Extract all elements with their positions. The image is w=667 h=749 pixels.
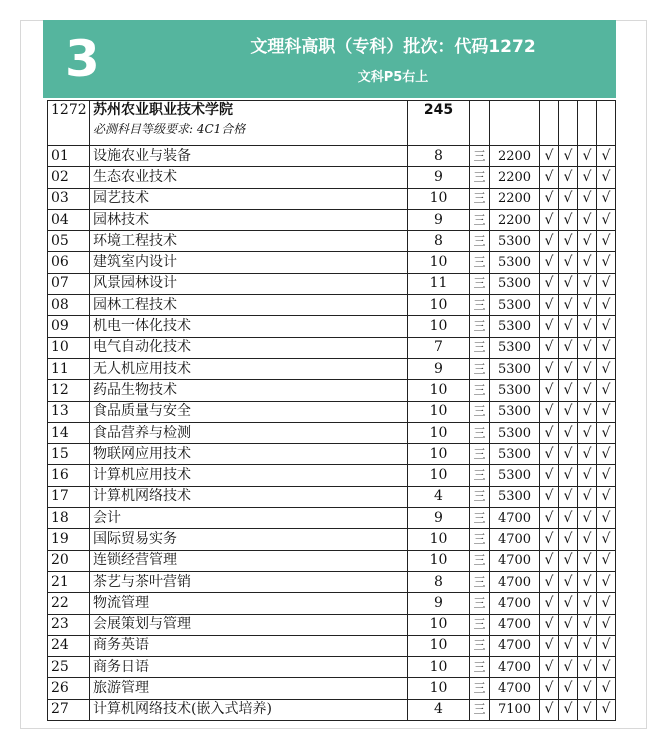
check-mark-3: √ [578, 231, 597, 252]
check-mark-3: √ [578, 593, 597, 614]
check-mark-4: √ [597, 380, 616, 401]
major-name: 国际贸易实务 [90, 529, 408, 550]
check-mark-1: √ [540, 380, 559, 401]
check-mark-1: √ [540, 699, 559, 720]
check-mark-1: √ [540, 295, 559, 316]
check-mark-1: √ [540, 188, 559, 209]
major-plan: 9 [408, 209, 470, 230]
major-name: 药品生物技术 [90, 380, 408, 401]
table-row [48, 699, 616, 720]
major-code: 13 [48, 401, 90, 422]
check-mark-1: √ [540, 273, 559, 294]
study-years: 三 [470, 657, 490, 678]
major-name: 旅游管理 [90, 678, 408, 699]
tuition-fee: 5300 [490, 231, 540, 252]
major-plan: 10 [408, 444, 470, 465]
check-mark-3: √ [578, 635, 597, 656]
tuition-fee: 5300 [490, 295, 540, 316]
table-row [48, 316, 616, 337]
check-mark-4: √ [597, 231, 616, 252]
major-code: 02 [48, 167, 90, 188]
check-mark-4: √ [597, 188, 616, 209]
study-years: 三 [470, 231, 490, 252]
major-name: 计算机网络技术 [90, 486, 408, 507]
check-mark-1: √ [540, 337, 559, 358]
tuition-fee: 2200 [490, 146, 540, 167]
check-mark-3: √ [578, 422, 597, 443]
major-code: 17 [48, 486, 90, 507]
tuition-fee: 7100 [490, 699, 540, 720]
major-plan: 10 [408, 657, 470, 678]
tuition-fee: 2200 [490, 188, 540, 209]
tuition-fee: 4700 [490, 657, 540, 678]
table-row [48, 422, 616, 443]
major-code: 24 [48, 635, 90, 656]
major-name: 建筑室内设计 [90, 252, 408, 273]
major-name: 电气自动化技术 [90, 337, 408, 358]
study-years: 三 [470, 295, 490, 316]
major-code: 01 [48, 146, 90, 167]
check-mark-2: √ [559, 486, 578, 507]
check-mark-4: √ [597, 529, 616, 550]
check-mark-2: √ [559, 273, 578, 294]
major-code: 09 [48, 316, 90, 337]
study-years: 三 [470, 422, 490, 443]
check-mark-3: √ [578, 316, 597, 337]
major-plan: 10 [408, 614, 470, 635]
check-mark-1: √ [540, 444, 559, 465]
school-code: 1272 [48, 101, 90, 146]
check-mark-1: √ [540, 167, 559, 188]
check-mark-1: √ [540, 614, 559, 635]
table-row [48, 231, 616, 252]
check-mark-1: √ [540, 146, 559, 167]
study-years: 三 [470, 678, 490, 699]
check-mark-2: √ [559, 571, 578, 592]
major-plan: 10 [408, 295, 470, 316]
tuition-fee: 5300 [490, 465, 540, 486]
major-code: 04 [48, 209, 90, 230]
check-mark-2: √ [559, 146, 578, 167]
check-mark-3: √ [578, 167, 597, 188]
major-code: 27 [48, 699, 90, 720]
table-row [48, 188, 616, 209]
check-mark-4: √ [597, 295, 616, 316]
study-years: 三 [470, 699, 490, 720]
table-row [48, 380, 616, 401]
major-name: 园林工程技术 [90, 295, 408, 316]
check-mark-3: √ [578, 657, 597, 678]
check-mark-1: √ [540, 316, 559, 337]
major-plan: 10 [408, 380, 470, 401]
table-row [48, 508, 616, 529]
check-mark-3: √ [578, 380, 597, 401]
check-mark-1: √ [540, 358, 559, 379]
major-code: 18 [48, 508, 90, 529]
table-row [48, 593, 616, 614]
empty-cell [540, 101, 559, 146]
table-row [48, 657, 616, 678]
check-mark-3: √ [578, 550, 597, 571]
table-row [48, 529, 616, 550]
major-name: 茶艺与茶叶营销 [90, 571, 408, 592]
check-mark-4: √ [597, 358, 616, 379]
major-plan: 9 [408, 508, 470, 529]
check-mark-2: √ [559, 188, 578, 209]
check-mark-2: √ [559, 635, 578, 656]
major-code: 19 [48, 529, 90, 550]
table-row [48, 444, 616, 465]
check-mark-3: √ [578, 699, 597, 720]
major-name: 无人机应用技术 [90, 358, 408, 379]
check-mark-4: √ [597, 678, 616, 699]
check-mark-3: √ [578, 252, 597, 273]
major-plan: 10 [408, 678, 470, 699]
check-mark-4: √ [597, 635, 616, 656]
check-mark-3: √ [578, 273, 597, 294]
check-mark-2: √ [559, 295, 578, 316]
major-name: 园艺技术 [90, 188, 408, 209]
tuition-fee: 2200 [490, 209, 540, 230]
study-years: 三 [470, 401, 490, 422]
major-code: 08 [48, 295, 90, 316]
check-mark-4: √ [597, 273, 616, 294]
check-mark-4: √ [597, 252, 616, 273]
major-plan: 10 [408, 422, 470, 443]
check-mark-3: √ [578, 401, 597, 422]
check-mark-3: √ [578, 188, 597, 209]
tuition-fee: 5300 [490, 337, 540, 358]
major-name: 食品质量与安全 [90, 401, 408, 422]
check-mark-3: √ [578, 529, 597, 550]
major-table [47, 100, 616, 721]
school-requirement: 必测科目等级要求: 4C1合格 [93, 122, 246, 136]
study-years: 三 [470, 465, 490, 486]
check-mark-2: √ [559, 358, 578, 379]
check-mark-2: √ [559, 699, 578, 720]
major-code: 16 [48, 465, 90, 486]
check-mark-2: √ [559, 614, 578, 635]
banner-title: 文理科高职（专科）批次：代码1272 [250, 37, 536, 57]
major-plan: 7 [408, 337, 470, 358]
check-mark-1: √ [540, 508, 559, 529]
major-plan: 4 [408, 699, 470, 720]
check-mark-2: √ [559, 209, 578, 230]
major-code: 03 [48, 188, 90, 209]
check-mark-1: √ [540, 635, 559, 656]
major-name: 食品营养与检测 [90, 422, 408, 443]
check-mark-2: √ [559, 550, 578, 571]
tuition-fee: 5300 [490, 380, 540, 401]
major-name: 会展策划与管理 [90, 614, 408, 635]
major-plan: 10 [408, 188, 470, 209]
major-code: 21 [48, 571, 90, 592]
tuition-fee: 4700 [490, 571, 540, 592]
tuition-fee: 4700 [490, 635, 540, 656]
study-years: 三 [470, 550, 490, 571]
major-plan: 8 [408, 146, 470, 167]
table-row [48, 486, 616, 507]
study-years: 三 [470, 571, 490, 592]
major-code: 20 [48, 550, 90, 571]
major-code: 07 [48, 273, 90, 294]
check-mark-2: √ [559, 380, 578, 401]
major-plan: 11 [408, 273, 470, 294]
tuition-fee: 5300 [490, 316, 540, 337]
check-mark-2: √ [559, 657, 578, 678]
major-code: 12 [48, 380, 90, 401]
check-mark-2: √ [559, 337, 578, 358]
study-years: 三 [470, 273, 490, 294]
check-mark-3: √ [578, 295, 597, 316]
tuition-fee: 5300 [490, 401, 540, 422]
table-row [48, 167, 616, 188]
tuition-fee: 5300 [490, 422, 540, 443]
major-name: 环境工程技术 [90, 231, 408, 252]
check-mark-3: √ [578, 465, 597, 486]
check-mark-2: √ [559, 167, 578, 188]
major-plan: 10 [408, 401, 470, 422]
check-mark-4: √ [597, 657, 616, 678]
check-mark-3: √ [578, 444, 597, 465]
table-row [48, 635, 616, 656]
major-code: 22 [48, 593, 90, 614]
check-mark-2: √ [559, 444, 578, 465]
major-code: 15 [48, 444, 90, 465]
major-name: 园林技术 [90, 209, 408, 230]
table-body [48, 101, 616, 721]
check-mark-2: √ [559, 508, 578, 529]
major-name: 商务日语 [90, 657, 408, 678]
check-mark-3: √ [578, 678, 597, 699]
tuition-fee: 5300 [490, 358, 540, 379]
check-mark-4: √ [597, 486, 616, 507]
school-plan: 245 [408, 101, 470, 146]
check-mark-4: √ [597, 167, 616, 188]
study-years: 三 [470, 614, 490, 635]
check-mark-4: √ [597, 401, 616, 422]
check-mark-3: √ [578, 358, 597, 379]
study-years: 三 [470, 252, 490, 273]
table-row [48, 273, 616, 294]
tuition-fee: 5300 [490, 444, 540, 465]
tuition-fee: 4700 [490, 593, 540, 614]
major-plan: 9 [408, 593, 470, 614]
check-mark-2: √ [559, 316, 578, 337]
table-row [48, 146, 616, 167]
table-row [48, 337, 616, 358]
study-years: 三 [470, 358, 490, 379]
section-number: 3 [65, 30, 100, 88]
check-mark-1: √ [540, 550, 559, 571]
table-row [48, 465, 616, 486]
major-plan: 8 [408, 571, 470, 592]
major-name: 会计 [90, 508, 408, 529]
check-mark-4: √ [597, 146, 616, 167]
major-code: 11 [48, 358, 90, 379]
study-years: 三 [470, 209, 490, 230]
empty-cell [597, 101, 616, 146]
major-code: 05 [48, 231, 90, 252]
check-mark-1: √ [540, 678, 559, 699]
check-mark-1: √ [540, 401, 559, 422]
check-mark-3: √ [578, 614, 597, 635]
check-mark-4: √ [597, 508, 616, 529]
check-mark-4: √ [597, 571, 616, 592]
major-name: 生态农业技术 [90, 167, 408, 188]
empty-cell [578, 101, 597, 146]
check-mark-3: √ [578, 337, 597, 358]
check-mark-1: √ [540, 571, 559, 592]
study-years: 三 [470, 337, 490, 358]
major-plan: 10 [408, 550, 470, 571]
tuition-fee: 4700 [490, 550, 540, 571]
check-mark-1: √ [540, 486, 559, 507]
study-years: 三 [470, 593, 490, 614]
check-mark-2: √ [559, 422, 578, 443]
table-row [48, 614, 616, 635]
major-name: 物联网应用技术 [90, 444, 408, 465]
major-code: 23 [48, 614, 90, 635]
major-name: 连锁经营管理 [90, 550, 408, 571]
table-row [48, 401, 616, 422]
major-plan: 4 [408, 486, 470, 507]
study-years: 三 [470, 529, 490, 550]
table-row [48, 252, 616, 273]
check-mark-1: √ [540, 252, 559, 273]
tuition-fee: 4700 [490, 508, 540, 529]
check-mark-2: √ [559, 529, 578, 550]
major-code: 14 [48, 422, 90, 443]
major-name: 计算机应用技术 [90, 465, 408, 486]
banner-subtitle: 文科P5右上 [357, 70, 429, 85]
check-mark-1: √ [540, 529, 559, 550]
check-mark-4: √ [597, 444, 616, 465]
table-row [48, 358, 616, 379]
tuition-fee: 5300 [490, 486, 540, 507]
study-years: 三 [470, 635, 490, 656]
check-mark-4: √ [597, 316, 616, 337]
check-mark-2: √ [559, 401, 578, 422]
tuition-fee: 4700 [490, 614, 540, 635]
table-row [48, 295, 616, 316]
empty-cell [470, 101, 490, 146]
study-years: 三 [470, 146, 490, 167]
empty-cell [490, 101, 540, 146]
check-mark-4: √ [597, 593, 616, 614]
major-name: 物流管理 [90, 593, 408, 614]
major-name: 商务英语 [90, 635, 408, 656]
school-row [48, 101, 616, 146]
major-plan: 10 [408, 252, 470, 273]
study-years: 三 [470, 316, 490, 337]
check-mark-1: √ [540, 465, 559, 486]
check-mark-4: √ [597, 614, 616, 635]
major-plan: 10 [408, 465, 470, 486]
check-mark-1: √ [540, 593, 559, 614]
check-mark-4: √ [597, 209, 616, 230]
major-code: 25 [48, 657, 90, 678]
check-mark-3: √ [578, 508, 597, 529]
section-banner [43, 20, 616, 98]
major-plan: 10 [408, 529, 470, 550]
tuition-fee: 4700 [490, 529, 540, 550]
major-plan: 10 [408, 635, 470, 656]
study-years: 三 [470, 486, 490, 507]
study-years: 三 [470, 508, 490, 529]
major-name: 设施农业与装备 [90, 146, 408, 167]
tuition-fee: 5300 [490, 273, 540, 294]
check-mark-4: √ [597, 337, 616, 358]
table-row [48, 550, 616, 571]
tuition-fee: 2200 [490, 167, 540, 188]
table-row [48, 571, 616, 592]
study-years: 三 [470, 444, 490, 465]
empty-cell [559, 101, 578, 146]
major-code: 10 [48, 337, 90, 358]
check-mark-2: √ [559, 593, 578, 614]
check-mark-3: √ [578, 146, 597, 167]
major-plan: 9 [408, 358, 470, 379]
table-row [48, 678, 616, 699]
check-mark-4: √ [597, 699, 616, 720]
check-mark-2: √ [559, 252, 578, 273]
check-mark-4: √ [597, 465, 616, 486]
check-mark-3: √ [578, 209, 597, 230]
check-mark-3: √ [578, 486, 597, 507]
check-mark-2: √ [559, 678, 578, 699]
study-years: 三 [470, 167, 490, 188]
check-mark-2: √ [559, 231, 578, 252]
check-mark-4: √ [597, 550, 616, 571]
check-mark-2: √ [559, 465, 578, 486]
study-years: 三 [470, 380, 490, 401]
major-code: 06 [48, 252, 90, 273]
major-plan: 8 [408, 231, 470, 252]
major-plan: 10 [408, 316, 470, 337]
table-row [48, 209, 616, 230]
study-years: 三 [470, 188, 490, 209]
check-mark-1: √ [540, 657, 559, 678]
major-name: 机电一体化技术 [90, 316, 408, 337]
school-name: 苏州农业职业技术学院 [93, 102, 233, 118]
tuition-fee: 4700 [490, 678, 540, 699]
check-mark-1: √ [540, 209, 559, 230]
major-code: 26 [48, 678, 90, 699]
major-name: 风景园林设计 [90, 273, 408, 294]
check-mark-3: √ [578, 571, 597, 592]
check-mark-1: √ [540, 231, 559, 252]
major-plan: 9 [408, 167, 470, 188]
tuition-fee: 5300 [490, 252, 540, 273]
school-cell [90, 101, 408, 146]
check-mark-4: √ [597, 422, 616, 443]
major-name: 计算机网络技术(嵌入式培养) [90, 699, 408, 720]
check-mark-1: √ [540, 422, 559, 443]
